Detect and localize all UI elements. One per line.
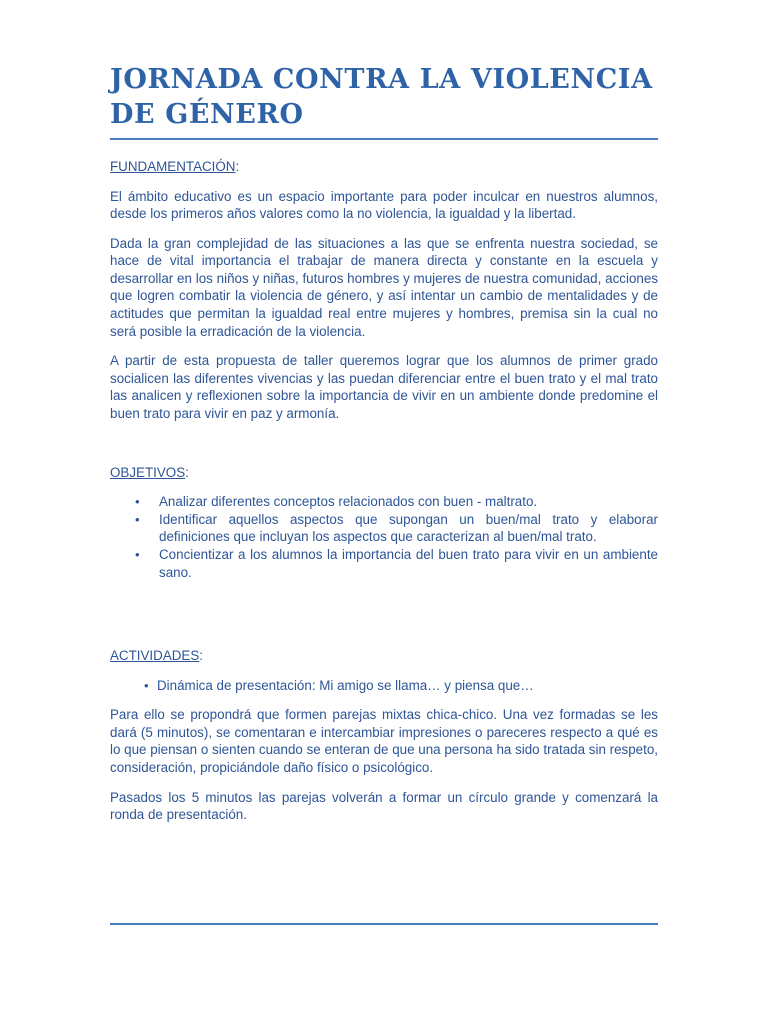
objetivo-text: Identificar aquellos aspectos que supongan un buen/mal trato y elaborar definiciones que incluyan los aspectos que caracterizan al buen/mal trato.: [159, 511, 658, 545]
fundamentacion-heading: FUNDAMENTACIÓN:: [110, 159, 240, 174]
fundamentacion-paragraph-3: A partir de esta propuesta de taller queremos lograr que los alumnos de primer grado socialicen las diferentes vivencias y las puedan diferenciar entre el buen trato y el mal trato las analicen y reflexionen sobre la importancia de vivir en un ambiente donde predomine el buen trato para vivir en paz y armonía.: [110, 353, 658, 422]
objetivo-text: Analizar diferentes conceptos relacionados con buen - maltrato.: [159, 494, 538, 510]
list-item: [110, 493, 658, 511]
actividad-text: Dinámica de presentación: Mi amigo se llama… y piensa que…: [157, 677, 534, 693]
bullet-icon: •: [144, 677, 149, 693]
document-page: [110, 62, 658, 824]
actividades-section: [110, 647, 658, 824]
bullet-icon: •: [135, 511, 140, 527]
fundamentacion-paragraph-2: Dada la gran complejidad de las situaciones a las que se enfrenta nuestra sociedad, se hace de vital importancia el trabajar de manera directa y constante en la escuela y desarrollar en los niños y niñas, futuros hombres y mujeres de nuestra comunidad, acciones que logren combatir la violencia de género, y así intentar un cambio de mentalidades y de actitudes que permitan la igualdad real entre mujeres y hombres, premisa sin la cual no será posible la erradicación de la violencia.: [110, 235, 658, 339]
list-item: [110, 546, 658, 581]
bullet-icon: •: [135, 546, 140, 562]
objetivo-text: Concientizar a los alumnos la importancia del buen trato para vivir en un ambiente sano.: [159, 546, 658, 580]
fundamentacion-paragraph-1: El ámbito educativo es un espacio importante para poder inculcar en nuestros alumnos, desde los primeros años valores como la no violencia, la igualdad y la libertad.: [110, 188, 658, 222]
list-item: [110, 677, 658, 695]
page-title: JORNADA CONTRA LA VIOLENCIA DE GÉNERO: [110, 62, 658, 140]
objetivos-heading: OBJETIVOS:: [110, 464, 189, 480]
objetivos-section: [110, 464, 658, 581]
bottom-rule: [110, 923, 658, 925]
objetivos-list: [110, 493, 658, 581]
actividades-list: [110, 677, 658, 695]
actividades-paragraph-2: Pasados los 5 minutos las parejas volverán a formar un círculo grande y comenzará la ronda de presentación.: [110, 789, 658, 823]
actividades-heading: ACTIVIDADES:: [110, 648, 204, 664]
actividades-paragraph-1: Para ello se propondrá que formen parejas mixtas chica-chico. Una vez formadas se les dará (5 minutos), se comentaran e intercambiar impresiones o pareceres respecto a qué es lo que piensan o sienten cuando se enteran de que una persona ha sido tratada sin respeto, consideración, propiciándole daño físico o psicológico.: [110, 707, 658, 775]
bullet-icon: •: [135, 494, 140, 510]
list-item: [110, 511, 658, 546]
fundamentacion-section: [110, 158, 658, 423]
